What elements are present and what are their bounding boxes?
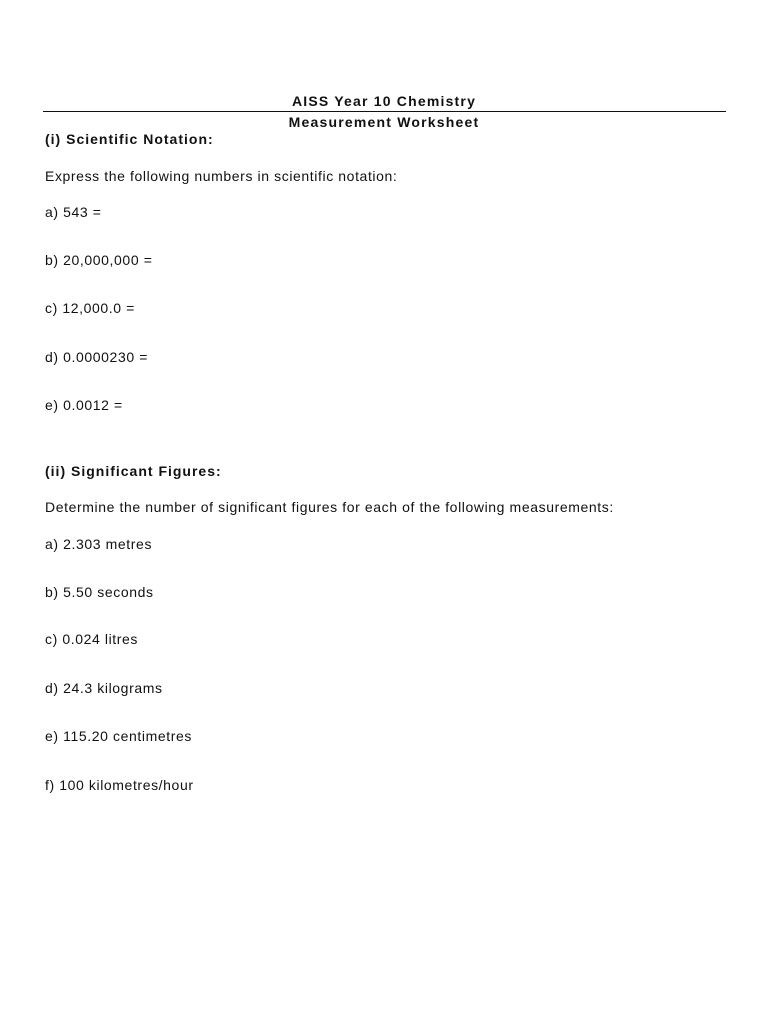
worksheet-subtitle: Measurement Worksheet (288, 114, 480, 130)
question-item: a) 543 = (45, 204, 102, 220)
question-item: b) 5.50 seconds (45, 584, 154, 600)
question-item: d) 24.3 kilograms (45, 680, 163, 696)
question-item: e) 115.20 centimetres (45, 728, 192, 744)
title-divider (43, 111, 726, 112)
section-instruction: Express the following numbers in scientific notation: (45, 168, 398, 184)
section-instruction: Determine the number of significant figures for each of the following measurements: (45, 499, 614, 515)
question-item: f) 100 kilometres/hour (45, 777, 194, 793)
question-item: e) 0.0012 = (45, 397, 123, 413)
question-item: a) 2.303 metres (45, 536, 153, 552)
question-item: c) 0.024 litres (45, 631, 139, 647)
question-item: b) 20,000,000 = (45, 252, 153, 268)
question-item: d) 0.0000230 = (45, 349, 148, 365)
question-item: c) 12,000.0 = (45, 300, 135, 316)
worksheet-title: AISS Year 10 Chemistry (291, 93, 477, 109)
section-heading-scientific-notation: (i) Scientific Notation: (45, 131, 214, 147)
section-heading-significant-figures: (ii) Significant Figures: (45, 463, 222, 479)
